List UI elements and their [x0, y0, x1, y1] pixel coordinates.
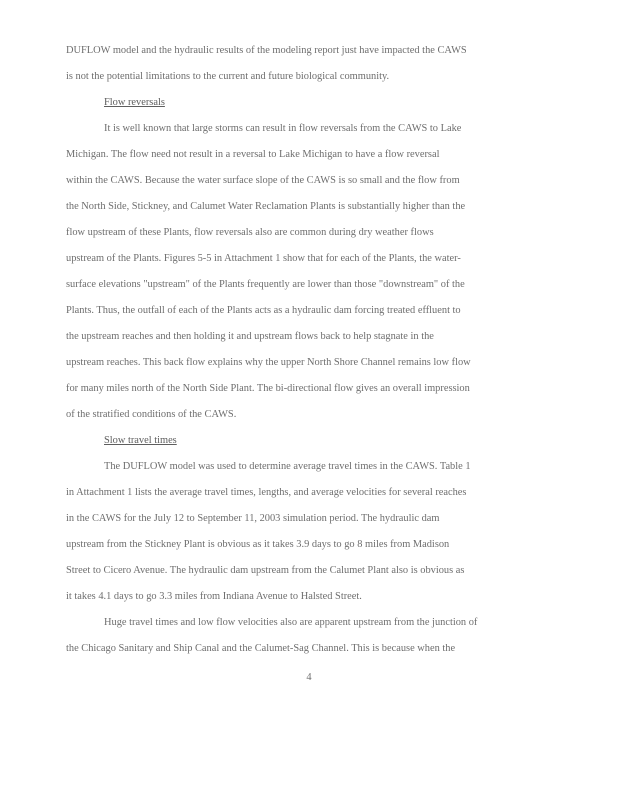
paragraph-line: Street to Cicero Avenue. The hydraulic dam upstream from the Calumet Plant also is obvious as	[66, 565, 465, 576]
paragraph-line: the upstream reaches and then holding it and upstream flows back to help stagnate in the	[66, 331, 434, 342]
paragraph-line: upstream reaches. This back flow explains why the upper North Shore Channel remains low flow	[66, 357, 471, 368]
intro-line-2: is not the potential limitations to the current and future biological community.	[66, 71, 390, 82]
page-number: 4	[306, 672, 312, 683]
paragraph-line: Huge travel times and low flow velocities also are apparent upstream from the junction of	[104, 617, 478, 628]
paragraph-line: Michigan. The flow need not result in a reversal to Lake Michigan to have a flow reversal	[66, 149, 440, 160]
section-heading-travel-times: Slow travel times	[104, 435, 177, 446]
paragraph-line: upstream from the Stickney Plant is obvious as it takes 3.9 days to go 8 miles from Madison	[66, 539, 450, 550]
paragraph-line: the Chicago Sanitary and Ship Canal and the Calumet-Sag Channel. This is because when the	[66, 643, 456, 654]
paragraph-line: upstream of the Plants. Figures 5-5 in Attachment 1 show that for each of the Plants, the water-	[66, 253, 461, 264]
paragraph-line: surface elevations "upstream" of the Plants frequently are lower than those "downstream" of the	[66, 279, 465, 290]
paragraph-line: It is well known that large storms can result in flow reversals from the CAWS to Lake	[104, 123, 462, 134]
paragraph-line: within the CAWS. Because the water surface slope of the CAWS is so small and the flow from	[66, 175, 460, 186]
paragraph-line: it takes 4.1 days to go 3.3 miles from Indiana Avenue to Halsted Street.	[66, 591, 362, 602]
paragraph-line: flow upstream of these Plants, flow reversals also are common during dry weather flows	[66, 227, 434, 238]
paragraph-line: Plants. Thus, the outfall of each of the Plants acts as a hydraulic dam forcing treated effluent to	[66, 305, 461, 316]
paragraph-line: in Attachment 1 lists the average travel times, lengths, and average velocities for several reaches	[66, 487, 467, 498]
section-heading-flow-reversals: Flow reversals	[104, 97, 165, 108]
paragraph-line: the North Side, Stickney, and Calumet Water Reclamation Plants is substantially higher than the	[66, 201, 466, 212]
paragraph-line: The DUFLOW model was used to determine average travel times in the CAWS. Table 1	[104, 461, 471, 472]
paragraph-line: in the CAWS for the July 12 to September 11, 2003 simulation period. The hydraulic dam	[66, 513, 440, 524]
paragraph-line: of the stratified conditions of the CAWS.	[66, 409, 237, 420]
intro-line-1: DUFLOW model and the hydraulic results of the modeling report just have impacted the CAWS	[66, 45, 467, 56]
paragraph-line: for many miles north of the North Side Plant. The bi-directional flow gives an overall impression	[66, 383, 470, 394]
